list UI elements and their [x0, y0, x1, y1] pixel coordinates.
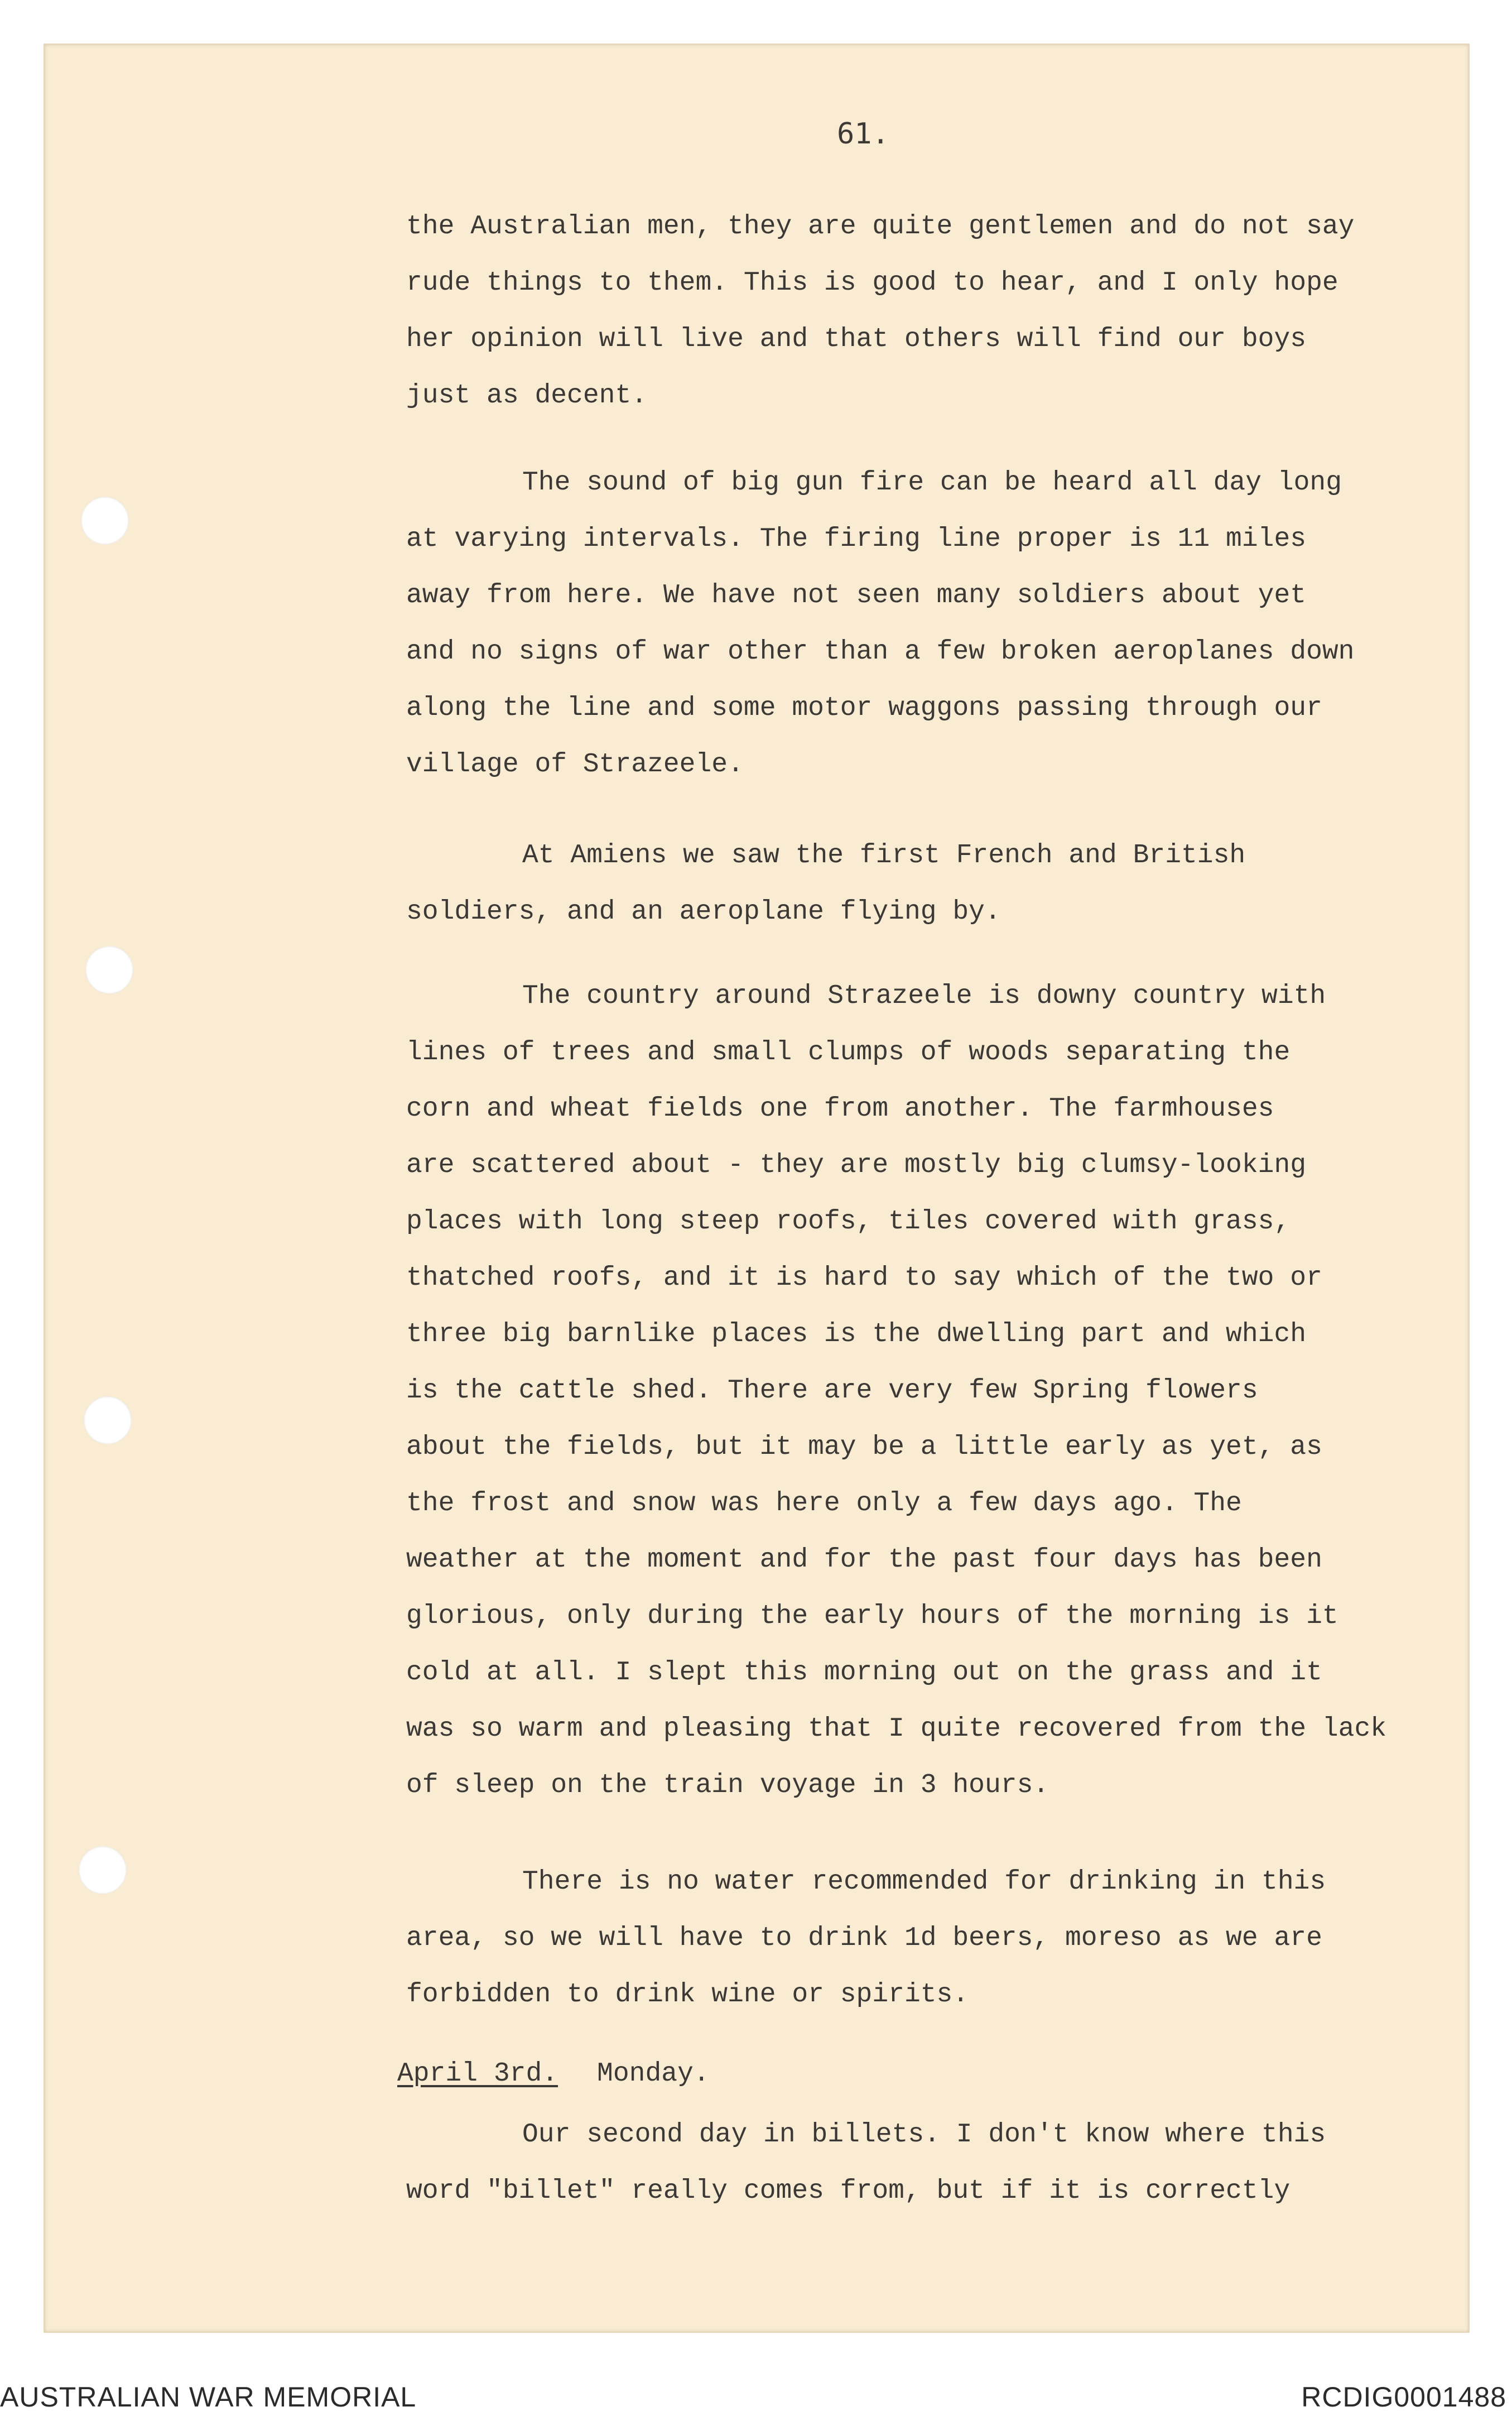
text-line: of sleep on the train voyage in 3 hours.	[406, 1770, 1049, 1800]
text-line: cold at all. I slept this morning out on the grass and it	[406, 1658, 1322, 1688]
punch-hole-3	[84, 1396, 132, 1444]
diary-date: April 3rd.	[397, 2059, 558, 2089]
text-line: The country around Strazeele is downy country with	[522, 981, 1326, 1011]
text-line: rude things to them. This is good to hear, and I only hope	[406, 268, 1338, 298]
text-line: the frost and snow was here only a few days ago. The	[406, 1488, 1242, 1519]
text-line: her opinion will live and that others will find our boys	[406, 324, 1307, 354]
text-line: soldiers, and an aeroplane flying by.	[406, 897, 1001, 927]
text-line: There is no water recommended for drinking in this	[522, 1867, 1326, 1897]
text-line: away from here. We have not seen many soldiers about yet	[406, 580, 1307, 611]
text-line: corn and wheat fields one from another. The farmhouses	[406, 1094, 1274, 1124]
text-line: thatched roofs, and it is hard to say which of the two or	[406, 1263, 1322, 1293]
text-line: are scattered about - they are mostly big clumsy-looking	[406, 1150, 1307, 1180]
paragraph-6	[406, 2107, 1466, 2220]
page-number: 61.	[837, 117, 889, 151]
text-line: area, so we will have to drink 1d beers, moreso as we are	[406, 1923, 1322, 1953]
text-line: word "billet" really comes from, but if it is correctly	[406, 2176, 1291, 2206]
text-line: at varying intervals. The firing line proper is 11 miles	[406, 524, 1307, 554]
text-line: The sound of big gun fire can be heard all day long	[522, 468, 1342, 498]
text-line: just as decent.	[406, 381, 648, 411]
diary-weekday: Monday.	[597, 2059, 710, 2089]
paragraph-4	[406, 968, 1466, 1814]
punch-hole-2	[85, 946, 133, 994]
text-line: At Amiens we saw the first French and British	[522, 840, 1246, 871]
text-line: about the fields, but it may be a little early as yet, as	[406, 1432, 1322, 1462]
text-line: village of Strazeele.	[406, 750, 744, 780]
text-line: lines of trees and small clumps of woods separating the	[406, 1037, 1291, 1068]
paragraph-2	[406, 455, 1466, 793]
text-line: glorious, only during the early hours of the morning is it	[406, 1601, 1338, 1631]
text-line: three big barnlike places is the dwelling part and which	[406, 1319, 1307, 1349]
text-line: places with long steep roofs, tiles covered with grass,	[406, 1207, 1291, 1237]
text-line: and no signs of war other than a few broken aeroplanes down	[406, 637, 1355, 667]
punch-hole-4	[79, 1846, 127, 1894]
footer-institution: AUSTRALIAN WAR MEMORIAL	[0, 2381, 417, 2413]
paragraph-3	[406, 828, 1466, 940]
paragraph-1	[406, 199, 1466, 424]
text-line: along the line and some motor waggons passing through our	[406, 693, 1322, 723]
footer-record-id: RCDIG0001488	[1301, 2381, 1506, 2413]
text-line: the Australian men, they are quite gentlemen and do not say	[406, 212, 1355, 242]
text-line: weather at the moment and for the past four days has been	[406, 1545, 1322, 1575]
text-line: was so warm and pleasing that I quite recovered from the lack	[406, 1714, 1387, 1744]
text-line: forbidden to drink wine or spirits.	[406, 1980, 969, 2010]
text-line: is the cattle shed. There are very few Spring flowers	[406, 1376, 1258, 1406]
text-line: Our second day in billets. I don't know where this	[522, 2120, 1326, 2150]
punch-hole-1	[81, 497, 129, 545]
paragraph-5	[406, 1854, 1466, 2023]
diary-date-line	[397, 2046, 710, 2102]
